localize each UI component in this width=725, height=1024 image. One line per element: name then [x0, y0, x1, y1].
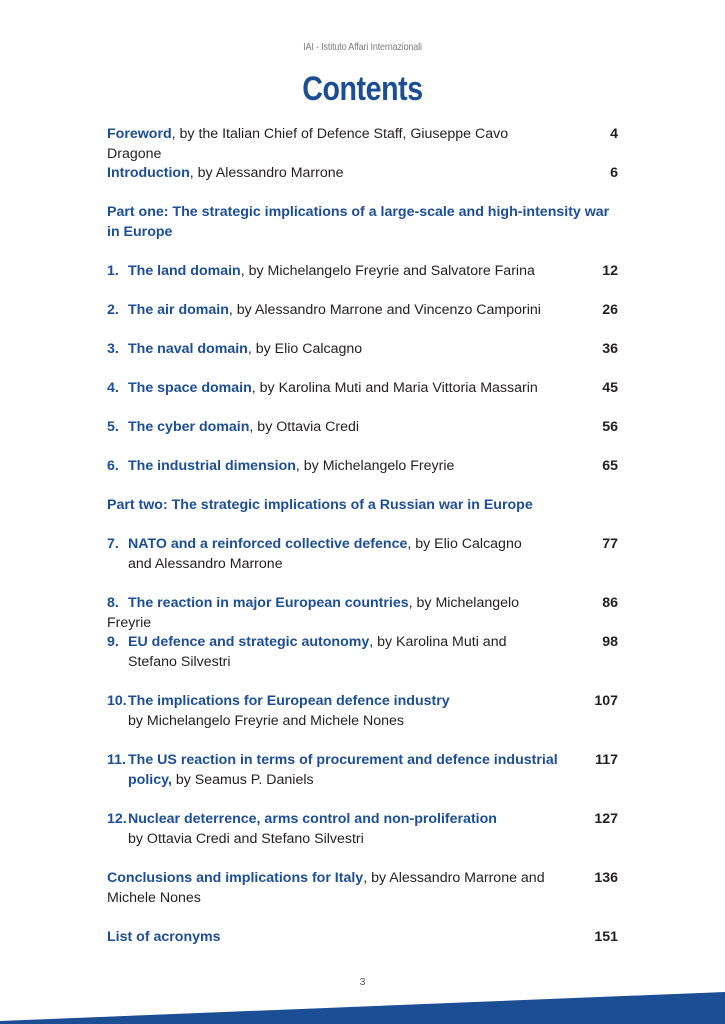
toc-entry-title[interactable]: Conclusions and implications for Italy [107, 870, 364, 886]
page-title: Contents [302, 70, 423, 108]
toc-entry-author: , by Michelangelo Freyrie and Salvatore Farina [240, 263, 535, 279]
toc-entry-chapter-3[interactable] [107, 340, 618, 360]
part-title: Part one: The strategic implications of a large-scale and high-intensity war in Europe [107, 204, 610, 240]
toc-entry-author: , by Elio Calcagno [247, 341, 363, 357]
toc-entry-author: , by Alessandro Marrone and [363, 870, 545, 886]
toc-entry-chapter-6[interactable] [107, 457, 618, 477]
toc-entry-author: by Seamus P. Daniels [171, 771, 314, 788]
toc-entry-title[interactable]: The reaction in major European countries [128, 595, 409, 611]
toc-entry-title[interactable]: Foreword [107, 126, 172, 142]
footer-page-number: 3 [359, 976, 366, 988]
chapter-number: 4. [107, 380, 119, 396]
toc-entry-chapter-1[interactable] [107, 262, 618, 282]
toc-entry-title[interactable]: The land domain [128, 263, 241, 279]
toc-entry-title[interactable]: The naval domain [128, 341, 248, 357]
toc-entry-author-continued: Michele Nones [107, 889, 201, 906]
chapter-number: 1. [107, 263, 119, 279]
toc-entry-title[interactable]: The implications for European defence industry [128, 693, 450, 709]
toc-entry-title[interactable]: EU defence and strategic autonomy [128, 634, 370, 650]
toc-entry-author: , by the Italian Chief of Defence Staff, Giuseppe Cavo Dragone [107, 126, 509, 162]
chapter-number: 5. [107, 419, 119, 435]
toc-entry-chapter-5[interactable] [107, 418, 618, 438]
toc-entry-author: , by Michelangelo Freyrie [107, 595, 520, 631]
toc-entry-chapter-12[interactable] [107, 810, 618, 849]
toc-entry-author: , by Karolina Muti and [369, 634, 507, 650]
toc-entry-author: , by Ottavia Credi [249, 419, 360, 435]
toc-page-number: 65 [602, 458, 618, 474]
toc-entry-title[interactable]: List of acronyms [107, 929, 221, 945]
toc-entry-author: , by Alessandro Marrone and Vincenzo Camporini [228, 302, 541, 318]
footer-blue-band [0, 985, 725, 1024]
toc-entry-chapter-10[interactable] [107, 692, 618, 731]
footer-band-shape [0, 992, 725, 1024]
toc-entry-author: , by Elio Calcagno [407, 536, 522, 552]
toc-page-number: 4 [610, 126, 618, 142]
toc-page-number: 117 [595, 752, 618, 768]
toc-page-number: 77 [602, 536, 618, 552]
toc-part-heading-two [107, 496, 618, 516]
toc-entry-title[interactable]: The space domain [128, 380, 252, 396]
toc-entry-title-continued[interactable]: policy, [128, 771, 172, 788]
toc-page-number: 12 [602, 263, 618, 279]
toc-entry-author: by Michelangelo Freyrie and Michele Nones [128, 712, 405, 729]
toc-entry-title[interactable]: NATO and a reinforced collective defence [128, 536, 408, 552]
toc-entry-author: by Ottavia Credi and Stefano Silvestri [128, 830, 364, 847]
toc-entry-chapter-2[interactable] [107, 301, 618, 321]
toc-entry-chapter-4[interactable] [107, 379, 618, 399]
toc-page-number: 6 [610, 165, 618, 181]
chapter-number: 2. [107, 302, 119, 318]
toc-entry-chapter-11[interactable] [107, 751, 618, 790]
toc-entry-title[interactable]: Nuclear deterrence, arms control and non-proliferation [128, 811, 497, 827]
toc-entry-foreword[interactable] [107, 125, 618, 164]
toc-page-number: 107 [594, 693, 618, 709]
toc-entry-title[interactable]: Introduction [107, 165, 190, 181]
toc-page-number: 36 [602, 341, 618, 357]
toc-entry-author-continued: and Alessandro Marrone [128, 555, 283, 572]
toc-page-number: 26 [602, 302, 618, 318]
toc-entry-chapter-9[interactable] [107, 633, 618, 672]
chapter-number: 8. [107, 595, 119, 611]
toc-page-number: 127 [594, 811, 618, 827]
running-header: IAI - Istituto Affari Internazionali [303, 41, 422, 53]
toc-part-heading-one [107, 203, 618, 242]
toc-page-number: 98 [602, 634, 618, 650]
toc-entry-author: , by Michelangelo Freyrie [295, 458, 455, 474]
chapter-number: 10. [107, 693, 127, 709]
toc-entry-acronyms[interactable] [107, 928, 618, 948]
toc-page-number: 56 [602, 419, 618, 435]
toc-page-number: 151 [594, 929, 618, 945]
toc-entry-chapter-8[interactable] [107, 594, 618, 633]
toc-entry-title[interactable]: The cyber domain [128, 419, 250, 435]
toc-entry-author-continued: Stefano Silvestri [128, 653, 231, 670]
toc-entry-title[interactable]: The industrial dimension [128, 458, 296, 474]
toc-entry-title[interactable]: The air domain [128, 302, 229, 318]
chapter-number: 6. [107, 458, 119, 474]
chapter-number: 11. [107, 752, 126, 768]
chapter-number: 3. [107, 341, 119, 357]
toc-page-number: 45 [602, 380, 618, 396]
chapter-number: 12. [107, 811, 127, 827]
chapter-number: 9. [107, 634, 119, 650]
toc-page-number: 136 [594, 870, 618, 886]
toc-entry-conclusions[interactable] [107, 869, 618, 908]
toc-entry-chapter-7[interactable] [107, 535, 618, 574]
chapter-number: 7. [107, 536, 119, 552]
toc-page-number: 86 [602, 595, 618, 611]
toc-entry-introduction[interactable] [107, 164, 618, 184]
part-title: Part two: The strategic implications of a Russian war in Europe [107, 497, 533, 513]
toc-entry-author: , by Karolina Muti and Maria Vittoria Massarin [251, 380, 538, 396]
toc-entry-title[interactable]: The US reaction in terms of procurement and defence industrial [128, 752, 558, 768]
toc-entry-author: , by Alessandro Marrone [189, 165, 344, 181]
